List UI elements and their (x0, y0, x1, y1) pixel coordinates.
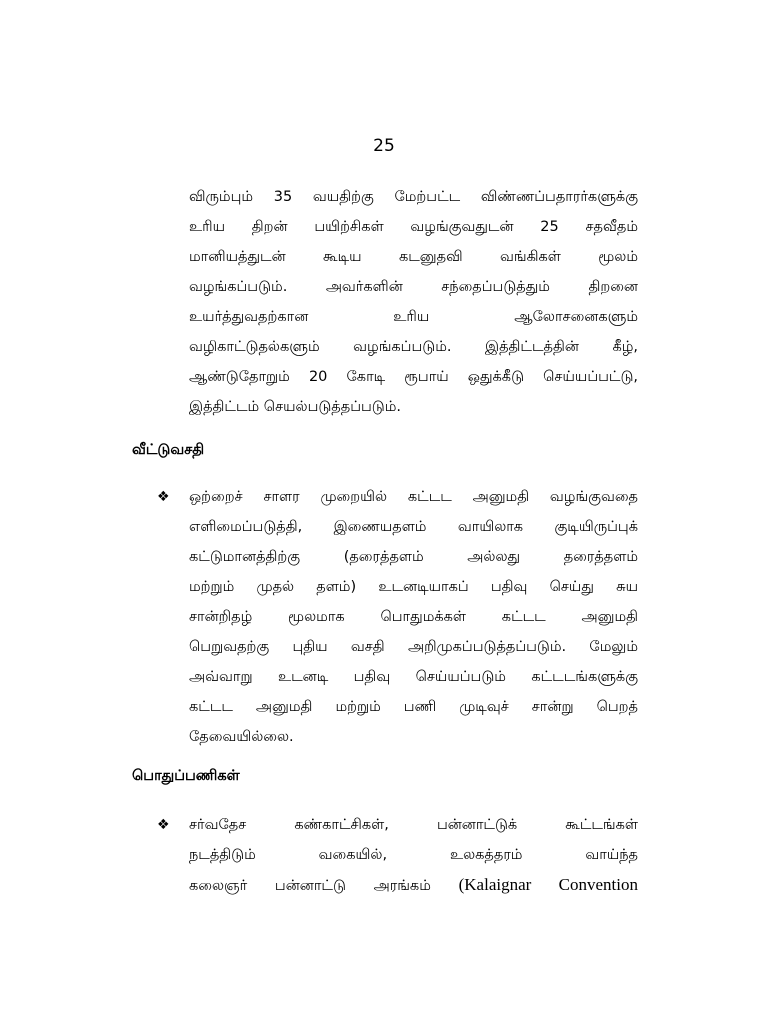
bullet-icon: ❖ (157, 817, 170, 833)
paragraph-line: பெறுவதற்கு புதிய வசதி அறிமுகப்படுத்தப்படும். மேலும் (189, 639, 638, 655)
bullet-icon: ❖ (157, 489, 170, 505)
paragraph-line: தேவையில்லை. (189, 729, 294, 745)
section-heading-public-works: பொதுப்பணிகள் (132, 768, 240, 784)
paragraph-line: எளிமைப்படுத்தி, இணையதளம் வாயிலாக குடியிருப்புக் (189, 519, 638, 535)
paragraph-line: வழிகாட்டுதல்களும் வழங்கப்படும். இத்திட்டத்தின் கீழ், (189, 339, 638, 355)
paragraph-line: மானியத்துடன் கூடிய கடனுதவி வங்கிகள் மூலம் (189, 249, 638, 265)
public-works-paragraph (189, 810, 638, 900)
paragraph-line: உரிய திறன் பயிற்சிகள் வழங்குவதுடன் 25 சதவீதம் (189, 219, 638, 235)
housing-paragraph (189, 482, 638, 752)
paragraph-line: மற்றும் முதல் தளம்) உடனடியாகப் பதிவு செய்து சுய (189, 579, 638, 595)
paragraph-line: ஒற்றைச் சாளர முறையில் கட்டட அனுமதி வழங்குவதை (189, 489, 638, 505)
paragraph-line: நடத்திடும் வகையில், உலகத்தரம் வாய்ந்த (189, 847, 638, 863)
paragraph-line: சர்வதேச கண்காட்சிகள், பன்னாட்டுக் கூட்டங்கள் (189, 817, 638, 833)
english-text: (Kalaignar Convention (458, 875, 638, 894)
intro-paragraph (189, 182, 638, 422)
paragraph-line-last (189, 870, 638, 900)
paragraph-line: சான்றிதழ் மூலமாக பொதுமக்கள் கட்டட அனுமதி (189, 609, 638, 625)
paragraph-line: வழங்கப்படும். அவர்களின் சந்தைப்படுத்தும் திறனை (189, 279, 638, 295)
paragraph-line: இத்திட்டம் செயல்படுத்தப்படும். (189, 399, 401, 415)
tamil-text: கலைஞர் பன்னாட்டு அரங்கம் (189, 878, 431, 894)
paragraph-line: உயர்த்துவதற்கான உரிய ஆலோசனைகளும் (189, 309, 638, 325)
paragraph-line: கட்டுமானத்திற்கு (தரைத்தளம் அல்லது தரைத்தளம் (189, 549, 638, 565)
paragraph-line: அவ்வாறு உடனடி பதிவு செய்யப்படும் கட்டடங்களுக்கு (189, 669, 638, 685)
paragraph-line: ஆண்டுதோறும் 20 கோடி ரூபாய் ஒதுக்கீடு செய்யப்பட்டு, (189, 369, 638, 385)
paragraph-line: விரும்பும் 35 வயதிற்கு மேற்பட்ட விண்ணப்பதாரர்களுக்கு (189, 189, 638, 205)
paragraph-line: கட்டட அனுமதி மற்றும் பணி முடிவுச் சான்று பெறத் (189, 699, 638, 715)
section-heading-housing: வீட்டுவசதி (132, 442, 205, 458)
page-number: 25 (373, 136, 395, 156)
